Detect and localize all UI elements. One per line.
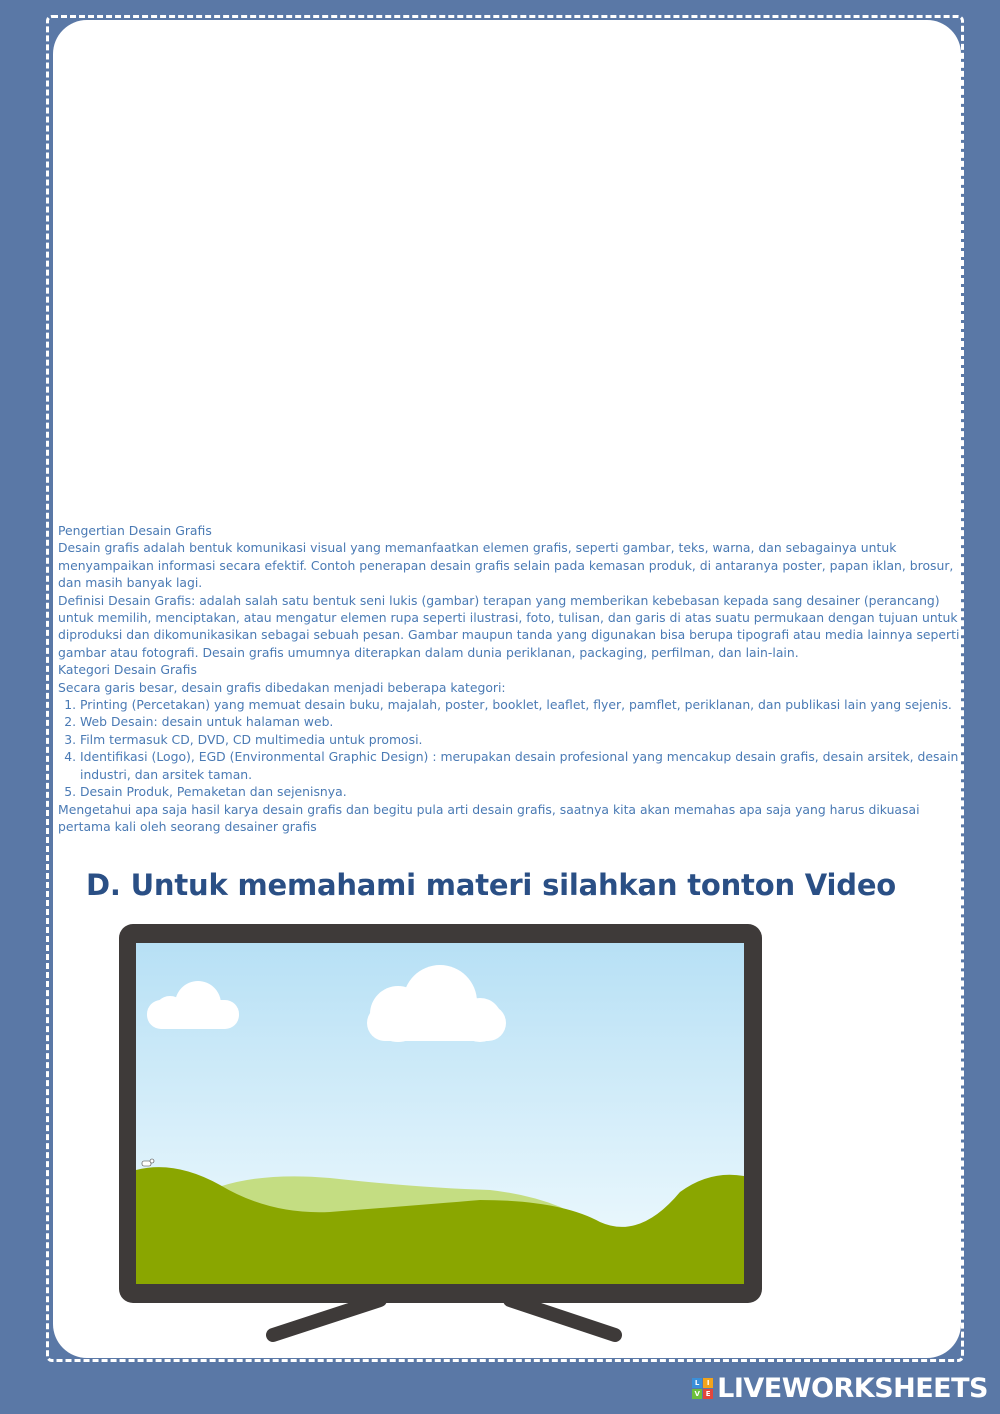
brand-name: LIVEWORKSHEETS xyxy=(717,1373,988,1404)
logo-letter: L xyxy=(692,1378,702,1388)
paragraph: Desain grafis adalah bentuk komunikasi visual yang memanfaatkan elemen grafis, seperti gambar, teks, warna, dan sebagainya untuk menyampaikan informasi secara efektif. Contoh penerapan desain grafis selain pada kemasan produk, di antaranya poster, papan iklan, brosur, dan masih banyak lagi. xyxy=(58,540,954,591)
paragraph: Mengetahui apa saja hasil karya desain grafis dan begitu pula arti desain grafis, saatnya kita akan memahas apa saja yang harus dikuasai pertama kali oleh seorang desainer grafis xyxy=(58,801,920,834)
paragraph: Definisi Desain Grafis: adalah salah satu bentuk seni lukis (gambar) terapan yang memberikan kebebasan kepada sang desainer (perancang) untuk memilih, menciptakan, atau mengatur elemen rupa seperti ilustrasi, foto, tulisan, dan garis di atas suatu permukaan dengan tujuan untuk diproduksi dan dikomunikasikan sebagai sebuah pesan. Gambar maupun tanda yang digunakan bisa berupa tipografi atau media lainnya seperti gambar atau fotografi. Desain grafis umumnya diterapkan dalam dunia periklanan, packaging, perfilman, dan lain-lain. xyxy=(58,592,960,660)
list-item: 3. Film termasuk CD, DVD, CD multimedia untuk promosi. xyxy=(80,731,966,748)
logo-mark-icon xyxy=(692,1378,713,1399)
section-heading: D. Untuk memahami materi silahkan tonton Video xyxy=(86,868,897,902)
section-title: Kategori Desain Grafis xyxy=(58,662,197,678)
list-item: 2. Web Desain: desain untuk halaman web. xyxy=(80,713,966,730)
list-item: 1. Printing (Percetakan) yang memuat desain buku, majalah, poster, booklet, leaflet, flyer, pamflet, periklanan, dan publikasi lain yang sejenis. xyxy=(80,696,966,713)
liveworksheets-logo xyxy=(692,1373,988,1404)
paragraph: Secara garis besar, desain grafis dibedakan menjadi beberapa kategori: xyxy=(58,679,506,695)
logo-letter: I xyxy=(703,1378,713,1388)
section-title: Pengertian Desain Grafis xyxy=(58,523,212,538)
list-item: 4. Identifikasi (Logo), EGD (Environmental Graphic Design) : merupakan desain profesional yang mencakup desain grafis, desain arsitek, desain industri, dan arsitek taman. xyxy=(80,748,966,783)
logo-letter: V xyxy=(692,1389,702,1399)
logo-letter: E xyxy=(703,1389,713,1399)
list-item: 5. Desain Produk, Pemaketan dan sejenisnya. xyxy=(80,783,966,800)
tv-stand-right xyxy=(510,1300,615,1335)
tv-stand-left xyxy=(273,1300,380,1335)
